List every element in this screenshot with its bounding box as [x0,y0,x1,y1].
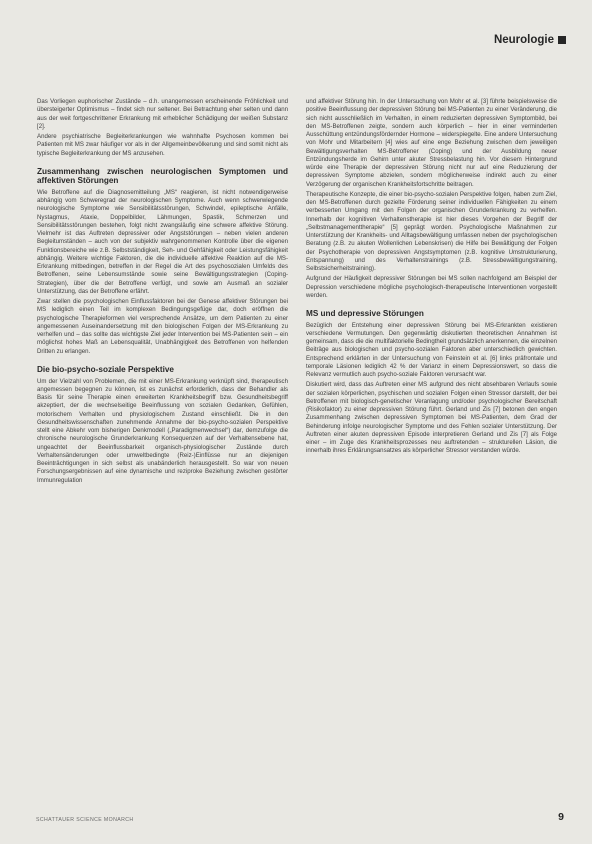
section-title: Neurologie [493,34,554,46]
paragraph: Therapeutische Konzepte, die einer bio-psycho-sozialen Perspektive folgen, haben zum Ziel, den MS-Betroffenen durch gezielte Förderung seiner individuellen Fähigkeiten zu einem verbesserten Umgang mit den Folgen der organischen Grunderkrankung zu verhelfen. Innerhalb der kognitiven Verhaltenstherapie ist hier dieses Vorgehen der Begriff der „Selbstmanagementtherapie“ [5] geprägt worden. Psychologische Maßnahmen zur Unterstützung der Krankheits- und Alltagsbewältigung umfassen neben der psychologischen Beratung (z.B. zu akuten Wollenlichen Lebenskrisen) die Hilfe bei Bewältigung der Folgen der Psychotherapie von depressiven Angstsymptomen (z.B. kognitive Umstrukturierung, Entspannung) und des Verhaltenstrainings (z.B. Stressbewältigungstraining, Selbstsicherheitstraining). [306,190,557,272]
page-number: 9 [558,811,564,823]
section-header [494,34,566,46]
paragraph: Das Vorliegen euphorischer Zustände – d.h. unangemessen erscheinende Fröhlichkeit und übersteigerter Optimismus – findet sich nur seltener. Bei Betrachtung eher selten und dann aus der weit fortgeschrittener Erkrankung mit erheblicher Schädigung der weißen Substanz [2]. [37,98,288,130]
section-heading: MS und depressive Störungen [306,309,424,318]
section-heading: Zusammenhang zwischen neurologischen Symptomen und affektiven Störungen [37,166,288,186]
paragraph: Um der Vielzahl von Problemen, die mit einer MS-Erkrankung verknüpft sind, therapeutisch angemessen begegnen zu können, ist es zunächst erforderlich, dass der Behandler als Basis für seine Therapie einen erweiterten Krankheitsbegriff bzw. Gesundheitsbegriff akzeptiert, der die wechselseitige Beeinflussung von sozialen Gedanken, Gefühlen, motorischem Verhalten und physiologischem Zustand einschließt. Die in den Gesundheitswissenschaften zunehmende Annahme der bio-psycho-sozialen Perspektive stellt eine Abkehr vom bisherigen Denkmodell („Paradigmenwechsel“) dar, demzufolge die chronische neurologische Grunderkrankung Konsequenzen auf der Verhaltensebene hat, ungeachtet der Beeinflussbarkeit organisch-physiologischer Zustände durch Verhaltensänderungen oder umweltbedingte (Reiz-)Einflüsse nur an diejenigen Beeinträchtigungen in sich selbst als unabänderlich herausgestellt. So war von neuen Forschungsergebnissen auf eine dynamische und reziproke Beziehung zwischen gestörter Immunregulation [37,377,288,484]
paragraph: Zwar stellen die psychologischen Einflussfaktoren bei der Genese affektiver Störungen bei MS lediglich einen Teil im komplexen Bedingungsgefüge dar, doch eröffnen die psychologische Therapieformen viel versprechende Ansätze, um dem Patienten zu einer angemessenen Auseinandersetzung mit den biologischen Folgen der MS-Erkrankung zu verhelfen und – das sollte das wichtigste Ziel jeder Intervention bei MS-Patienten sein – ein möglichst hohes Maß an Lebensqualität, Unabhängigkeit des Betroffenen von helfenden Dritten zu erlangen. [37,298,288,355]
journal-footer: SCHATTAUER SCIENCE MONARCH [36,817,134,823]
section-heading: Die bio-psycho-soziale Perspektive [37,364,174,374]
right-text-column [306,98,557,763]
paragraph: Wie Betroffene auf die Diagnosemitteilung „MS“ reagieren, ist nicht notwendigerweise abhängig vom Schweregrad der neurologischen Symptome. Auch wenn schwerwiegende neurologische Symptome wie Sensibilitätsstörungen, Schwindel, epileptische Anfälle, Nystagmus, Ataxie, Doppelbilder, Lähmungen, Spastik, Schmerzen und Sensibilitätsstörungen bestehen, folgt nicht zwangsläufig eine schwere affektive Störung. Vielmehr ist das Auftreten depressiver oder Angststörungen – neben vielen anderen Begleitumständen – auch von der subjektiv wahrgenommenen Kontrolle über die eigenen Funktionsbereiche wie z.B. Selbstständigkeit, Seh- und Gehfähigkeit oder Leistungsfähigkeit abhängig. Weitere wichtige Faktoren, die die individuelle affektive Reaktion auf die MS-Erkrankung mitbedingen, betreffen in der Regel die Art des psychosozialen Umfelds des Betroffenen, seine Lebensumstände sowie seine Bewältigungsstrategien (Coping-Strategien), über die der Betroffene verfügt, und sowie am Ausmaß an sozialer Unterstützung, das der Betroffene erfährt. [37,188,288,295]
paragraph: Bezüglich der Entstehung einer depressiven Störung bei MS-Erkrankten existieren verschiedene Vermutungen. Den gegenwärtig diskutierten theoretischen Annahmen ist gemeinsam, dass die die multifaktorielle Bedingtheit grundsätzlich anerkennen, die einzelnen Beiträge aus biologischen und psycho-sozialen Faktoren aber unterschiedlich gewichten. Entsprechend erklärten in der Untersuchung von Feinstein et al. [6] links präfrontale und temporale Läsionen lediglich 42 % der Varianz in einem Depressionswert, so dass die Relevanz vermutlich auch psycho-soziale Faktoren verursacht war. [306,321,557,379]
paragraph: Andere psychiatrische Begleiterkrankungen wie wahnhafte Psychosen kommen bei Patienten mit MS zwar häufiger vor als in der Allgemeinbevölkerung und sind somit nicht als typische Begleiterkrankung der MS anzusehen. [37,133,288,157]
left-text-column [37,98,288,758]
section-marker-square [558,36,566,44]
paragraph: Diskutiert wird, dass das Auftreten einer MS aufgrund des nicht absehbaren Verlaufs sowie der sozialen körperlichen, psychischen und sozialen Folgen einen Stressor darstellt, der bei Betroffenen mit biologisch-genetischer Veranlagung und/oder psychologischer Bereitschaft (Risikofaktor) zu einer depressiven Störung führt. Gerland und Zis [7] betonen den engen Zusammenhang zwischen depressiven Symptomen bei MS-Patienten, dem Grad der Behinderung infolge neurologischer Symptome und des Fehlen sozialer Unterstützung. Der Auftreten einer akuten depressiven Episode interpretieren Gerland und Zis [7] als Folge einer – im Zuge des Krankheitsprozesses neu auftretenden – strukturellen Läsion, die innerhalb ihres Erklärungsansatzes als körperlicher Stressor verstanden würde. [306,381,557,455]
paragraph: und affektiver Störung hin. In der Untersuchung von Mohr et al. [3] führte beispielsweise die positive Beeinflussung der depressiven Störung bei MS-Patienten zu einer Veränderung, die sich nicht ausschließlich im Verhalten, in einem reduzierten depressiven Symptombild, bei den MS-Betroffenen zeigte, sondern auch körperlich – hier in einer verminderten Ausschüttung entzündungsfördernder Hormone – widerspiegelte. Eine andere Untersuchung von Mohr und Mitarbeitern [4] wies auf eine enge Beziehung zwischen dem jeweiligen Bewältigungsverhalten MS-Betroffener (Coping) und der Ausbildung neuer Entzündungsherde im Gehirn unter akuter Stressbelastung hin. Vor diesem Hintergrund würde eine Therapie der depressiven Störung nicht nur auf eine Reduzierung der depressiven Symptome abzielen, sondern möglicherweise indirekt auch zu einer Verzögerung der organischen Krankheitsfortschritte beitragen. [306,98,557,188]
paragraph: Aufgrund der Häufigkeit depressiver Störungen bei MS sollen nachfolgend am Beispiel der Depression verschiedene mögliche psychologisch-therapeutische Interventionen vorgestellt werden. [306,275,557,299]
